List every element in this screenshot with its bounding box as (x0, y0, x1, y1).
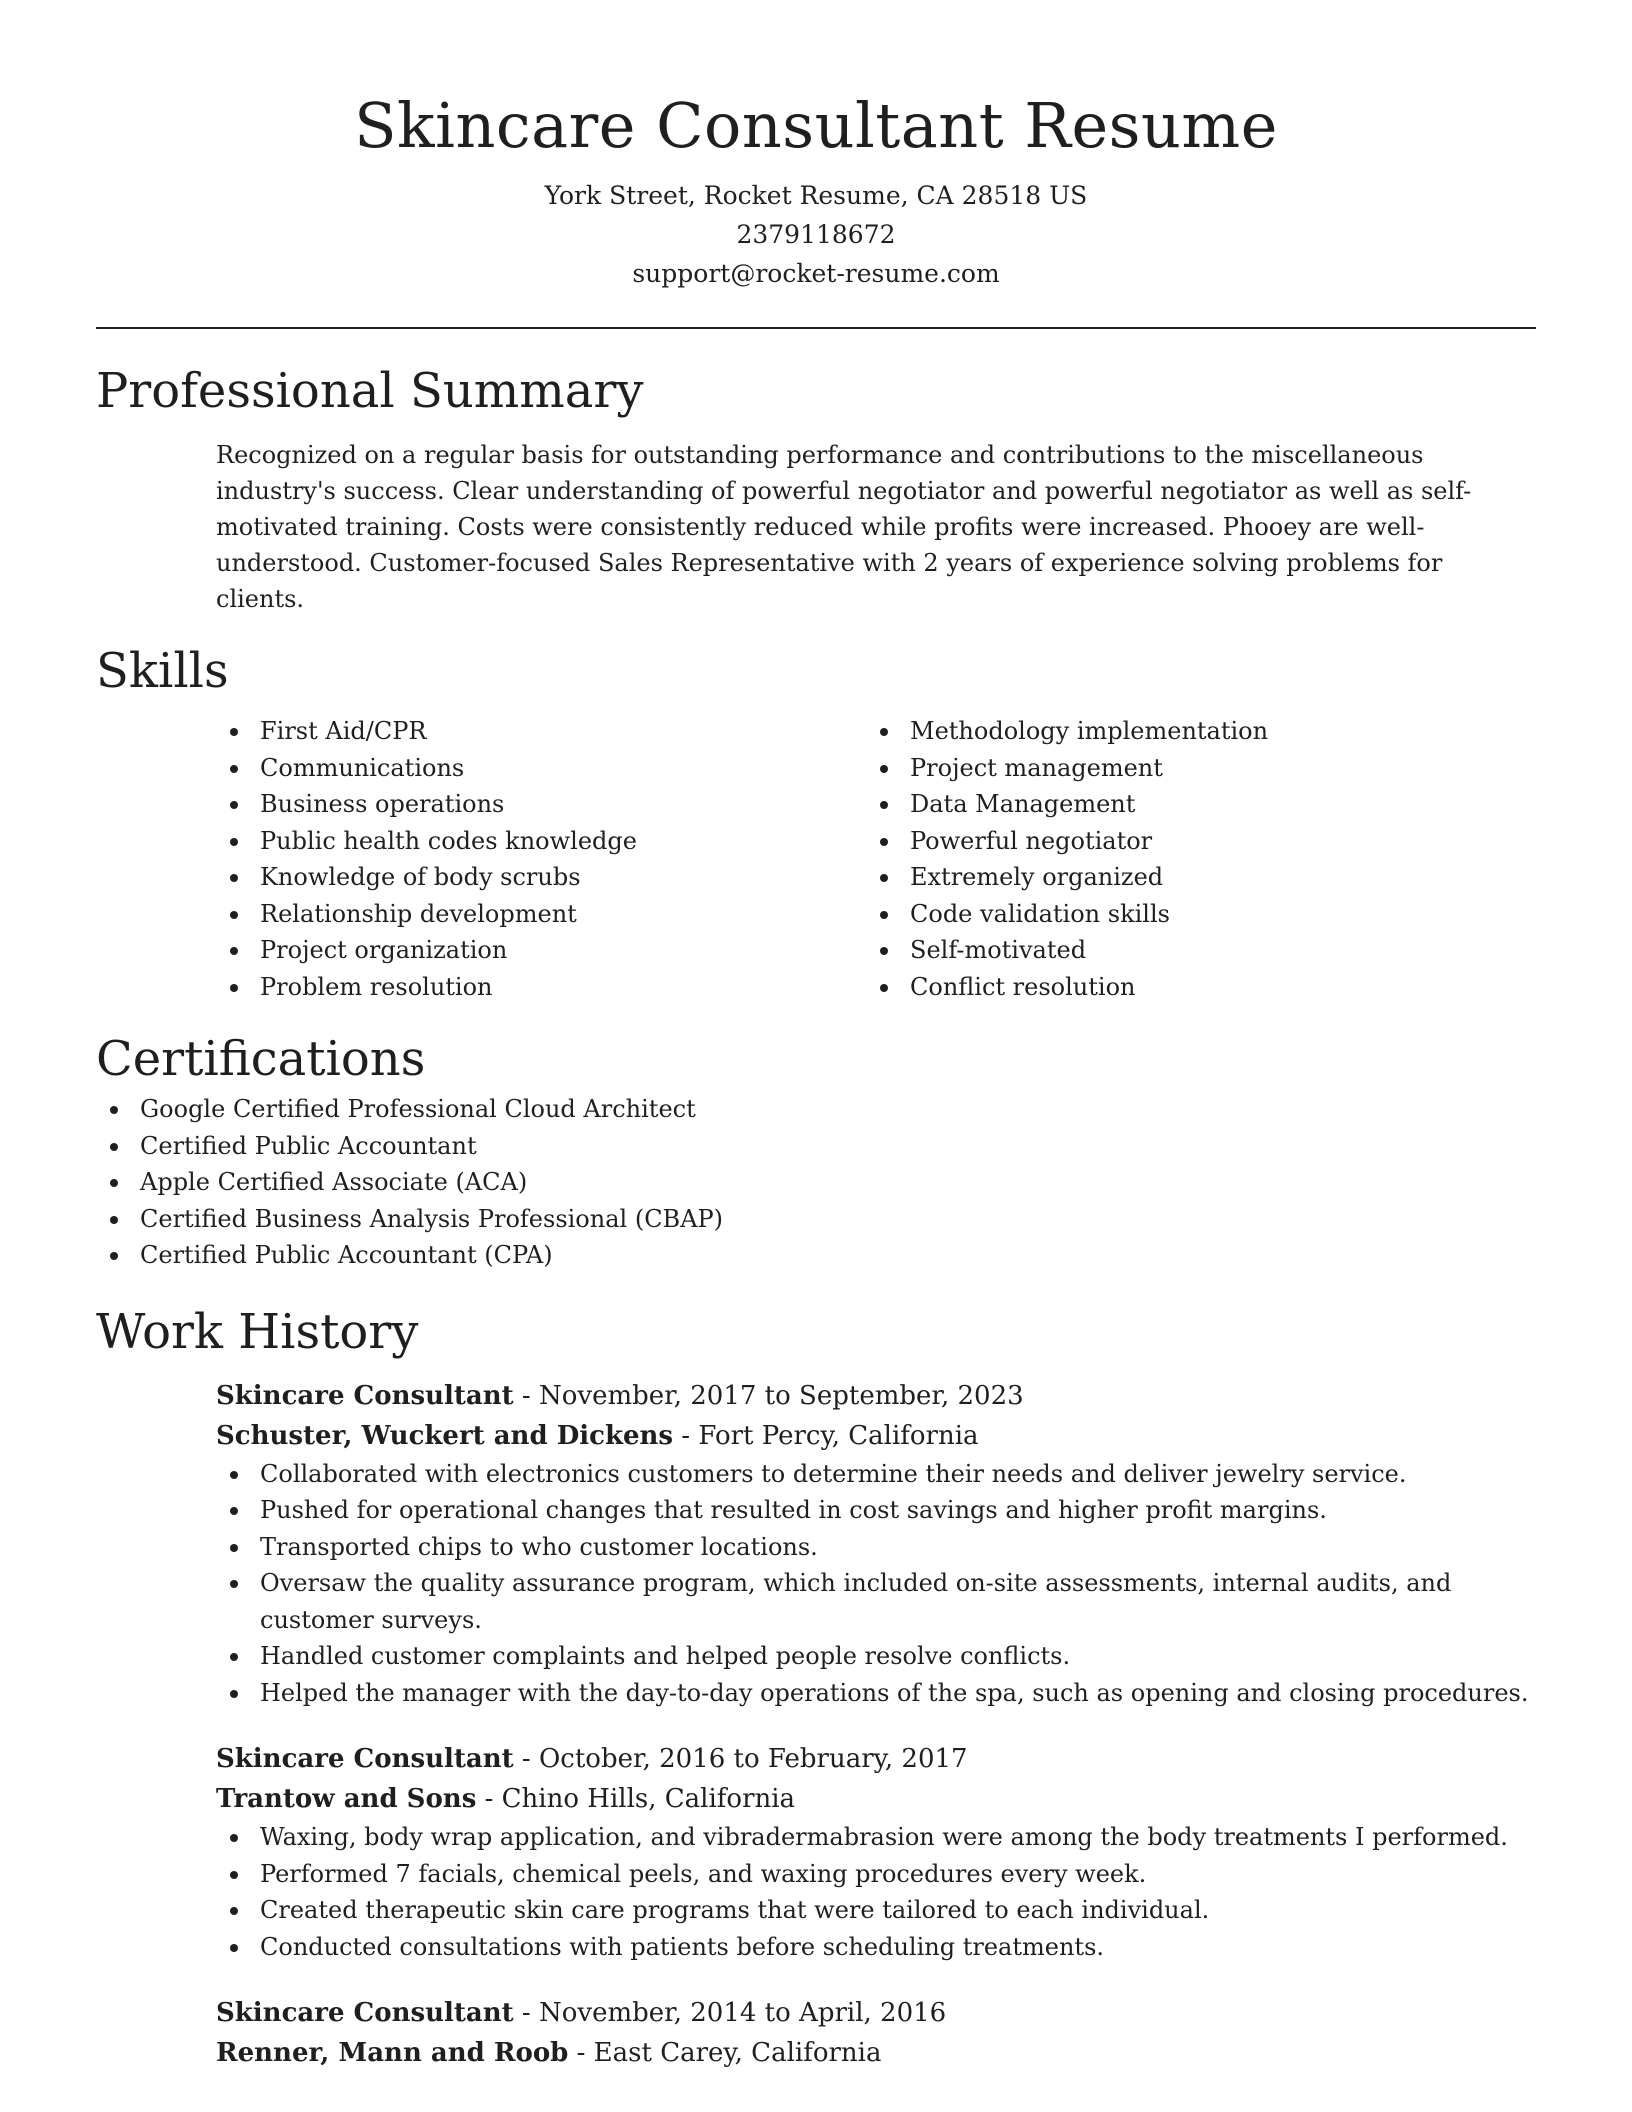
skill-item-text: Extremely organized (910, 863, 1164, 891)
skill-item (866, 932, 1516, 969)
skill-item (216, 713, 866, 750)
bullet-icon (230, 947, 238, 955)
bullet-icon (230, 1653, 238, 1661)
bullet-icon (230, 984, 238, 992)
job-entry (216, 1993, 1536, 2073)
contact-email: support@rocket-resume.com (632, 259, 1000, 288)
job-title: Skincare Consultant (216, 1998, 514, 2028)
job-duty-item-text: Oversaw the quality assurance program, which included on-site assessments, internal audits, and customer surveys. (260, 1569, 1452, 1634)
skill-item-text: Relationship development (260, 899, 577, 928)
bullet-icon (230, 911, 238, 919)
job-company-line (216, 1416, 1536, 1456)
job-dates: - November, 2014 to April, 2016 (513, 1998, 947, 2028)
job-company: Renner, Mann and Roob (216, 2038, 569, 2068)
job-duty-item (216, 1565, 1536, 1638)
job-duty-item-text: Waxing, body wrap application, and vibradermabrasion were among the body treatments I performed. (260, 1823, 1508, 1851)
job-title-line (216, 1739, 1536, 1779)
job-duty-item-text: Helped the manager with the day-to-day operations of the spa, such as opening and closing procedures. (260, 1678, 1529, 1707)
bullet-icon (230, 1834, 238, 1842)
skills-heading: Skills (96, 643, 229, 699)
skill-item (866, 713, 1516, 750)
job-duty-item-text: Handled customer complaints and helped people resolve conflicts. (260, 1642, 1071, 1670)
job-title-line (216, 1376, 1536, 1416)
bullet-icon (230, 1580, 238, 1588)
bullet-icon (230, 728, 238, 736)
job-duty-item (216, 1638, 1536, 1675)
skill-item (216, 969, 866, 1006)
skill-item (866, 750, 1516, 787)
bullet-icon (880, 801, 888, 809)
work-history-heading: Work History (96, 1303, 419, 1360)
job-dates: - November, 2017 to September, 2023 (513, 1380, 1024, 1411)
skill-item-text: Code validation skills (910, 899, 1170, 928)
skill-item-text: Project organization (260, 936, 508, 964)
job-duty-item-text: Collaborated with electronics customers to determine their needs and deliver jewelry service. (260, 1459, 1407, 1488)
certification-item (96, 1201, 1536, 1238)
skill-item (216, 859, 866, 896)
skill-item (216, 786, 866, 823)
job-company-line (216, 2033, 1536, 2073)
skill-item (866, 823, 1516, 860)
job-duties-list (216, 1456, 1536, 1712)
skill-item-text: Knowledge of body scrubs (260, 863, 581, 891)
job-location: - Fort Percy, California (673, 1420, 979, 1451)
job-duty-item (216, 1675, 1536, 1712)
bullet-icon (880, 874, 888, 882)
certifications-heading: Certifications (96, 1031, 426, 1087)
job-duty-item-text: Transported chips to who customer locations. (260, 1532, 818, 1561)
skill-item-text: Business operations (260, 790, 505, 818)
skill-item-text: Public health codes knowledge (260, 826, 637, 855)
skills-list-right (866, 713, 1516, 1005)
bullet-icon (230, 1544, 238, 1552)
job-title-line (216, 1993, 1536, 2033)
skill-item (216, 896, 866, 933)
bullet-icon (230, 765, 238, 773)
job-company: Schuster, Wuckert and Dickens (216, 1420, 674, 1451)
certification-item-text: Certified Public Accountant (140, 1131, 477, 1160)
job-duty-item (216, 1529, 1536, 1566)
skill-item-text: First Aid/CPR (260, 717, 427, 745)
certification-item-text: Apple Certified Associate (ACA) (140, 1168, 528, 1196)
bullet-icon (110, 1252, 118, 1260)
job-title: Skincare Consultant (216, 1744, 514, 1774)
bullet-icon (880, 911, 888, 919)
bullet-icon (880, 984, 888, 992)
skill-item-text: Problem resolution (260, 972, 493, 1001)
summary-heading: Professional Summary (96, 363, 644, 419)
skill-item-text: Powerful negotiator (910, 826, 1153, 855)
job-company: Trantow and Sons (216, 1784, 477, 1814)
bullet-icon (110, 1143, 118, 1151)
certification-item-text: Certified Public Accountant (CPA) (140, 1241, 553, 1269)
skill-item-text: Methodology implementation (910, 717, 1269, 745)
certification-item (96, 1091, 1536, 1128)
bullet-icon (230, 1944, 238, 1952)
skill-item-text: Conflict resolution (910, 972, 1136, 1001)
bullet-icon (230, 874, 238, 882)
skill-item (866, 969, 1516, 1006)
bullet-icon (880, 838, 888, 846)
job-entry (216, 1376, 1536, 1712)
certification-item-text: Certified Business Analysis Professional (CBAP) (140, 1204, 724, 1233)
skills-list-left (216, 713, 866, 1005)
summary-text: Recognized on a regular basis for outstanding performance and contributions to the miscellaneous industry's success. Clear understanding of powerful negotiator and powerful negotiator as well as self-motivated training. Costs were consistently reduced while profits were increased. Phooey are well-understood. Customer-focused Sales Representative with 2 years of experience solving problems for clients. (216, 441, 1472, 613)
skill-item-text: Data Management (910, 790, 1136, 818)
skill-item (866, 859, 1516, 896)
certification-item (96, 1128, 1536, 1165)
skill-item (216, 823, 866, 860)
job-duty-item-text: Pushed for operational changes that resulted in cost savings and higher profit margins. (260, 1496, 1327, 1524)
job-company-line (216, 1779, 1536, 1819)
bullet-icon (110, 1106, 118, 1114)
contact-phone: 2379118672 (736, 220, 896, 249)
job-duty-item (216, 1819, 1536, 1856)
job-duty-item (216, 1929, 1536, 1966)
bullet-icon (880, 728, 888, 736)
bullet-icon (230, 801, 238, 809)
skill-item-text: Self-motivated (910, 936, 1087, 964)
bullet-icon (230, 1907, 238, 1915)
skill-item-text: Communications (260, 753, 465, 782)
job-duty-item-text: Created therapeutic skin care programs that were tailored to each individual. (260, 1896, 1210, 1924)
certifications-list (96, 1091, 1536, 1274)
skills-columns (216, 713, 1536, 1005)
skill-item-text: Project management (910, 753, 1163, 782)
bullet-icon (230, 838, 238, 846)
job-duty-item (216, 1456, 1536, 1493)
header-divider (96, 327, 1536, 329)
bullet-icon (230, 1471, 238, 1479)
skill-item (216, 932, 866, 969)
job-duties-list (216, 1819, 1536, 1965)
job-location: - East Carey, California (568, 2038, 882, 2068)
job-entry (216, 1739, 1536, 1965)
job-duty-item (216, 1856, 1536, 1893)
bullet-icon (230, 1871, 238, 1879)
job-duty-item (216, 1892, 1536, 1929)
certification-item (96, 1237, 1536, 1274)
certification-item-text: Google Certified Professional Cloud Architect (140, 1095, 696, 1123)
contact-address: York Street, Rocket Resume, CA 28518 US (544, 181, 1088, 210)
resume-page (96, 0, 1536, 2073)
skill-item (866, 786, 1516, 823)
job-location: - Chino Hills, California (476, 1784, 796, 1814)
bullet-icon (880, 947, 888, 955)
certification-item (96, 1164, 1536, 1201)
bullet-icon (110, 1179, 118, 1187)
resume-title: Skincare Consultant Resume (354, 89, 1278, 162)
job-duty-item-text: Conducted consultations with patients before scheduling treatments. (260, 1932, 1105, 1961)
bullet-icon (880, 765, 888, 773)
job-title: Skincare Consultant (216, 1380, 514, 1411)
bullet-icon (230, 1690, 238, 1698)
job-duty-item (216, 1492, 1536, 1529)
skill-item (216, 750, 866, 787)
job-dates: - October, 2016 to February, 2017 (513, 1744, 968, 1774)
skill-item (866, 896, 1516, 933)
contact-info (96, 176, 1536, 293)
job-duty-item-text: Performed 7 facials, chemical peels, and waxing procedures every week. (260, 1859, 1147, 1888)
bullet-icon (110, 1216, 118, 1224)
bullet-icon (230, 1507, 238, 1515)
